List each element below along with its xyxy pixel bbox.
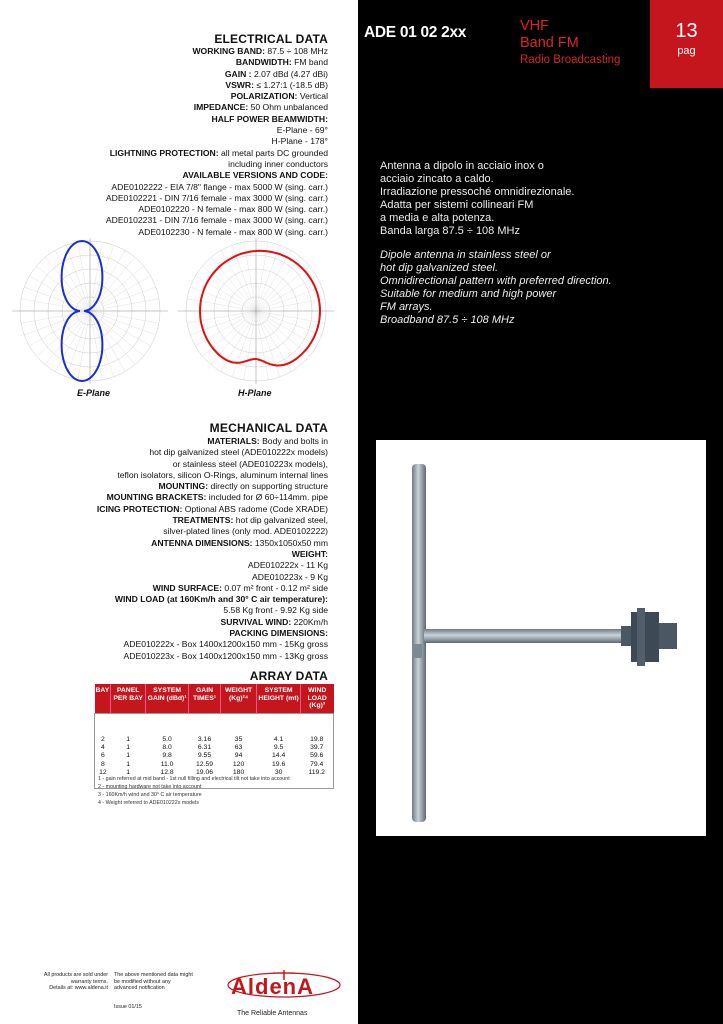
table-cell: 1: [126, 760, 131, 768]
table-cell: 11.0: [160, 760, 174, 768]
note: 2 - mounting hardware not take into account: [98, 783, 202, 790]
notice-line: be modified without any: [114, 978, 171, 985]
description-line: FM arrays.: [380, 301, 433, 313]
table-cell: 2: [100, 735, 105, 743]
array-table: [94, 684, 334, 789]
brackets-label: MOUNTING BRACKETS:: [106, 492, 207, 503]
aldena-logo: [225, 970, 343, 1017]
table-row: [95, 713, 334, 744]
table-cell: 12.59: [196, 760, 214, 768]
lightning-value-2: including inner conductors: [228, 158, 328, 169]
e-plane-beamwidth: E-Plane - 69°: [276, 125, 328, 136]
bandwidth-value: FM band: [294, 57, 328, 68]
table-cell: 1: [126, 735, 131, 743]
issue-label: Issue 01/15: [114, 1004, 142, 1010]
bandwidth-label: BANDWIDTH:: [235, 57, 292, 68]
right-column: [358, 0, 723, 1024]
packing-value: ADE010222x - Box 1400x1200x150 mm - 15Kg gross: [123, 639, 328, 650]
dipole-antenna-image: [376, 440, 706, 836]
table-cell: 12: [99, 769, 107, 777]
left-column: [0, 0, 358, 1024]
dimensions-label: ANTENNA DIMENSIONS:: [151, 537, 253, 548]
electrical-specs: [0, 46, 328, 238]
col-header: WEIGHT (Kg)²⁴: [220, 684, 256, 713]
description-line: Antenna a dipolo in acciaio inox o: [380, 160, 544, 172]
materials-value-2: hot dip galvanized steel (ADE010222x models): [149, 447, 328, 458]
mechanical-specs: [0, 436, 328, 662]
gain-label: GAIN :: [224, 68, 252, 79]
materials-value-4: teflon isolators, silicon O-Rings, aluminum internal lines: [117, 469, 328, 480]
treatments-value: hot dip galvanized steel,: [235, 515, 328, 526]
array-header-row: [95, 684, 334, 713]
table-cell: 9.5: [273, 743, 284, 751]
impedance-label: IMPEDANCE:: [193, 102, 249, 113]
materials-label: MATERIALS:: [207, 436, 260, 446]
wind-load-label: WIND LOAD (at 160Km/h and 30° C air temperature):: [114, 594, 328, 605]
description-line: Broadband 87.5 ÷ 108 MHz: [380, 314, 515, 326]
h-plane-pattern: [176, 236, 336, 386]
col-header: SYSTEM GAIN (dBd)¹: [146, 684, 189, 713]
version-item: ADE0102222 - EIA 7/8" flange - max 5000 W (sing. carr.): [111, 181, 328, 192]
mounting-label: MOUNTING:: [158, 481, 209, 492]
note: 3 - 160Km/h wind and 30° C air temperature: [98, 791, 202, 798]
category-line: VHF: [520, 18, 549, 34]
electrical-data-title: ELECTRICAL DATA: [214, 32, 328, 46]
materials-value-3: or stainless steel (ADE010223x models),: [172, 458, 328, 469]
version-item: ADE0102231 - DIN 7/16 female - max 3000 W (sing. carr.): [105, 215, 328, 226]
description-line: Adatta per sistemi collineari FM: [380, 199, 534, 211]
mechanical-data-title: MECHANICAL DATA: [209, 421, 328, 435]
table-cell: 63: [234, 743, 243, 751]
table-cell: 19.8: [310, 735, 324, 743]
table-cell: 35: [234, 735, 243, 743]
col-header: BAY: [95, 684, 111, 713]
table-cell: 12.8: [160, 769, 174, 777]
table-cell: 6: [100, 752, 105, 760]
warranty-note: [30, 972, 108, 992]
table-row: [95, 744, 334, 752]
description-line: Irradiazione pressoché omnidirezionale.: [380, 186, 575, 198]
table-cell: 79.4: [310, 760, 324, 768]
table-cell: 4: [100, 743, 105, 751]
icing-label: ICING PROTECTION:: [96, 503, 183, 514]
product-code: ADE 01 02 2xx: [364, 24, 467, 41]
versions-label: AVAILABLE VERSIONS AND CODE:: [182, 170, 328, 181]
description-line: Omnidirectional pattern with preferred direction.: [380, 275, 612, 287]
packing-label: PACKING DIMENSIONS:: [229, 628, 328, 639]
polarization-label: POLARIZATION:: [230, 91, 298, 102]
table-cell: 14.4: [272, 752, 286, 760]
table-cell: 9.55: [197, 752, 212, 760]
packing-value-2: ADE010223x - Box 1400x1200x150 mm - 13Kg gross: [123, 650, 328, 661]
table-cell: 119.2: [308, 769, 325, 777]
lightning-value: all metal parts DC grounded: [221, 147, 328, 158]
wind-surface-value: 0.07 m² front - 0.12 m² side: [224, 582, 328, 593]
table-cell: 39.7: [310, 743, 324, 751]
wind-load-value: 5.58 Kg front - 9.92 Kg side: [223, 605, 328, 616]
survival-value: 220Km/h: [293, 616, 328, 627]
e-plane-label: E-Plane: [77, 388, 111, 398]
working-band-value: 87.5 ÷ 108 MHz: [267, 46, 328, 56]
array-data-title: ARRAY DATA: [249, 669, 328, 683]
description-line: hot dip galvanized steel.: [380, 262, 499, 274]
table-cell: 8: [100, 760, 105, 768]
table-cell: 6.31: [197, 743, 212, 751]
mounting-value: directly on supporting structure: [210, 481, 328, 492]
note: 4 - Weight referred to ADE010222x models: [98, 799, 199, 806]
h-plane-label: H-Plane: [238, 388, 272, 398]
dimensions-value: 1350x1050x50 mm: [254, 537, 328, 548]
logo-name: AldenA: [231, 974, 314, 999]
col-header: SYSTEM HEIGHT (mt): [257, 684, 301, 713]
vswr-label: VSWR:: [225, 79, 254, 90]
table-cell: 9.8: [162, 752, 172, 760]
version-item: ADE0102220 - N female - max 800 W (sing. carr.): [138, 204, 328, 215]
logo-tagline: The Reliable Antennas: [237, 1010, 308, 1017]
table-cell: 1: [126, 769, 131, 777]
description-line: acciaio zincato a caldo.: [380, 173, 494, 185]
version-item: ADE0102221 - DIN 7/16 female - max 3000 W (sing. carr.): [105, 192, 328, 203]
table-cell: 120: [232, 760, 245, 768]
table-cell: 19.06: [196, 769, 214, 777]
notice-line: The above mentioned data might: [114, 972, 193, 978]
icing-value: Optional ABS radome (Code XRADE): [184, 503, 328, 514]
description-line: Suitable for medium and high power: [380, 288, 557, 300]
note: 1 - gain referred at mid band - 1st null filling and electrical tilt not take into account: [98, 776, 290, 782]
wind-surface-label: WIND SURFACE:: [152, 582, 222, 593]
col-header: GAIN TIMES¹: [189, 684, 221, 713]
category-block: [520, 18, 648, 84]
table-cell: 3.16: [197, 735, 212, 743]
description-line: Dipole antenna in stainless steel or: [380, 249, 551, 261]
array-notes: [98, 776, 290, 808]
vswr-value: ≤ 1.27:1 (-18.5 dB): [256, 79, 328, 90]
treatments-value-2: silver-plated lines (only mod. ADE0102222): [163, 526, 328, 537]
beamwidth-label: HALF POWER BEAMWIDTH:: [211, 113, 328, 124]
page-label: pag: [677, 45, 696, 57]
weight-label: WEIGHT:: [291, 548, 328, 559]
gain-value: 2.07 dBd (4.27 dBi): [253, 68, 328, 79]
h-plane-beamwidth: H-Plane - 178°: [271, 136, 328, 147]
table-cell: 4.1: [273, 735, 284, 743]
page-number-box: [650, 0, 723, 88]
table-cell: 5.0: [162, 735, 172, 743]
table-cell: 8.0: [162, 743, 172, 751]
weight-value: ADE010222x - 11 Kg: [247, 560, 328, 571]
warranty-line: Details at: www.aldena.it: [49, 985, 108, 992]
table-cell: 1: [126, 752, 131, 760]
table-cell: 1: [126, 743, 131, 751]
survival-label: SURVIVAL WIND:: [220, 616, 292, 627]
description-line: Banda larga 87.5 ÷ 108 MHz: [380, 225, 520, 237]
notice-line: advanced notification: [114, 985, 165, 992]
table-row: [95, 752, 334, 760]
table-cell: 30: [274, 769, 283, 777]
version-item: ADE0102230 - N female - max 800 W (sing. carr.): [138, 226, 328, 237]
warranty-line: All products are sold under: [43, 972, 108, 978]
category-line: Radio Broadcasting: [520, 54, 621, 66]
page-number: 13: [675, 20, 698, 42]
table-cell: 59.6: [310, 752, 324, 760]
polarization-value: Vertical: [299, 91, 328, 102]
description-line: a media e alta potenza.: [380, 212, 495, 224]
lightning-label: LIGHTNING PROTECTION:: [109, 147, 219, 158]
table-row: [95, 761, 334, 769]
e-plane-pattern: [10, 236, 170, 386]
weight-value-2: ADE010223x - 9 Kg: [252, 571, 328, 582]
table-cell: 94: [234, 752, 243, 760]
antenna-photo: [376, 440, 706, 836]
warranty-line: warranty terms.: [70, 978, 108, 985]
table-cell: 19.6: [272, 760, 286, 768]
brackets-value: included for Ø 60÷114mm. pipe: [208, 492, 328, 503]
treatments-label: TREATMENTS:: [172, 515, 234, 526]
impedance-value: 50 Ohm unbalanced: [250, 102, 328, 113]
col-header: WIND LOAD (Kg)³: [300, 684, 333, 713]
category-line: Band FM: [520, 35, 579, 51]
col-header: PANEL PER BAY: [111, 684, 146, 713]
materials-value: Body and bolts in: [262, 436, 328, 446]
working-band-label: WORKING BAND:: [192, 46, 265, 56]
notice-note: [114, 972, 193, 992]
table-cell: 180: [232, 769, 245, 777]
